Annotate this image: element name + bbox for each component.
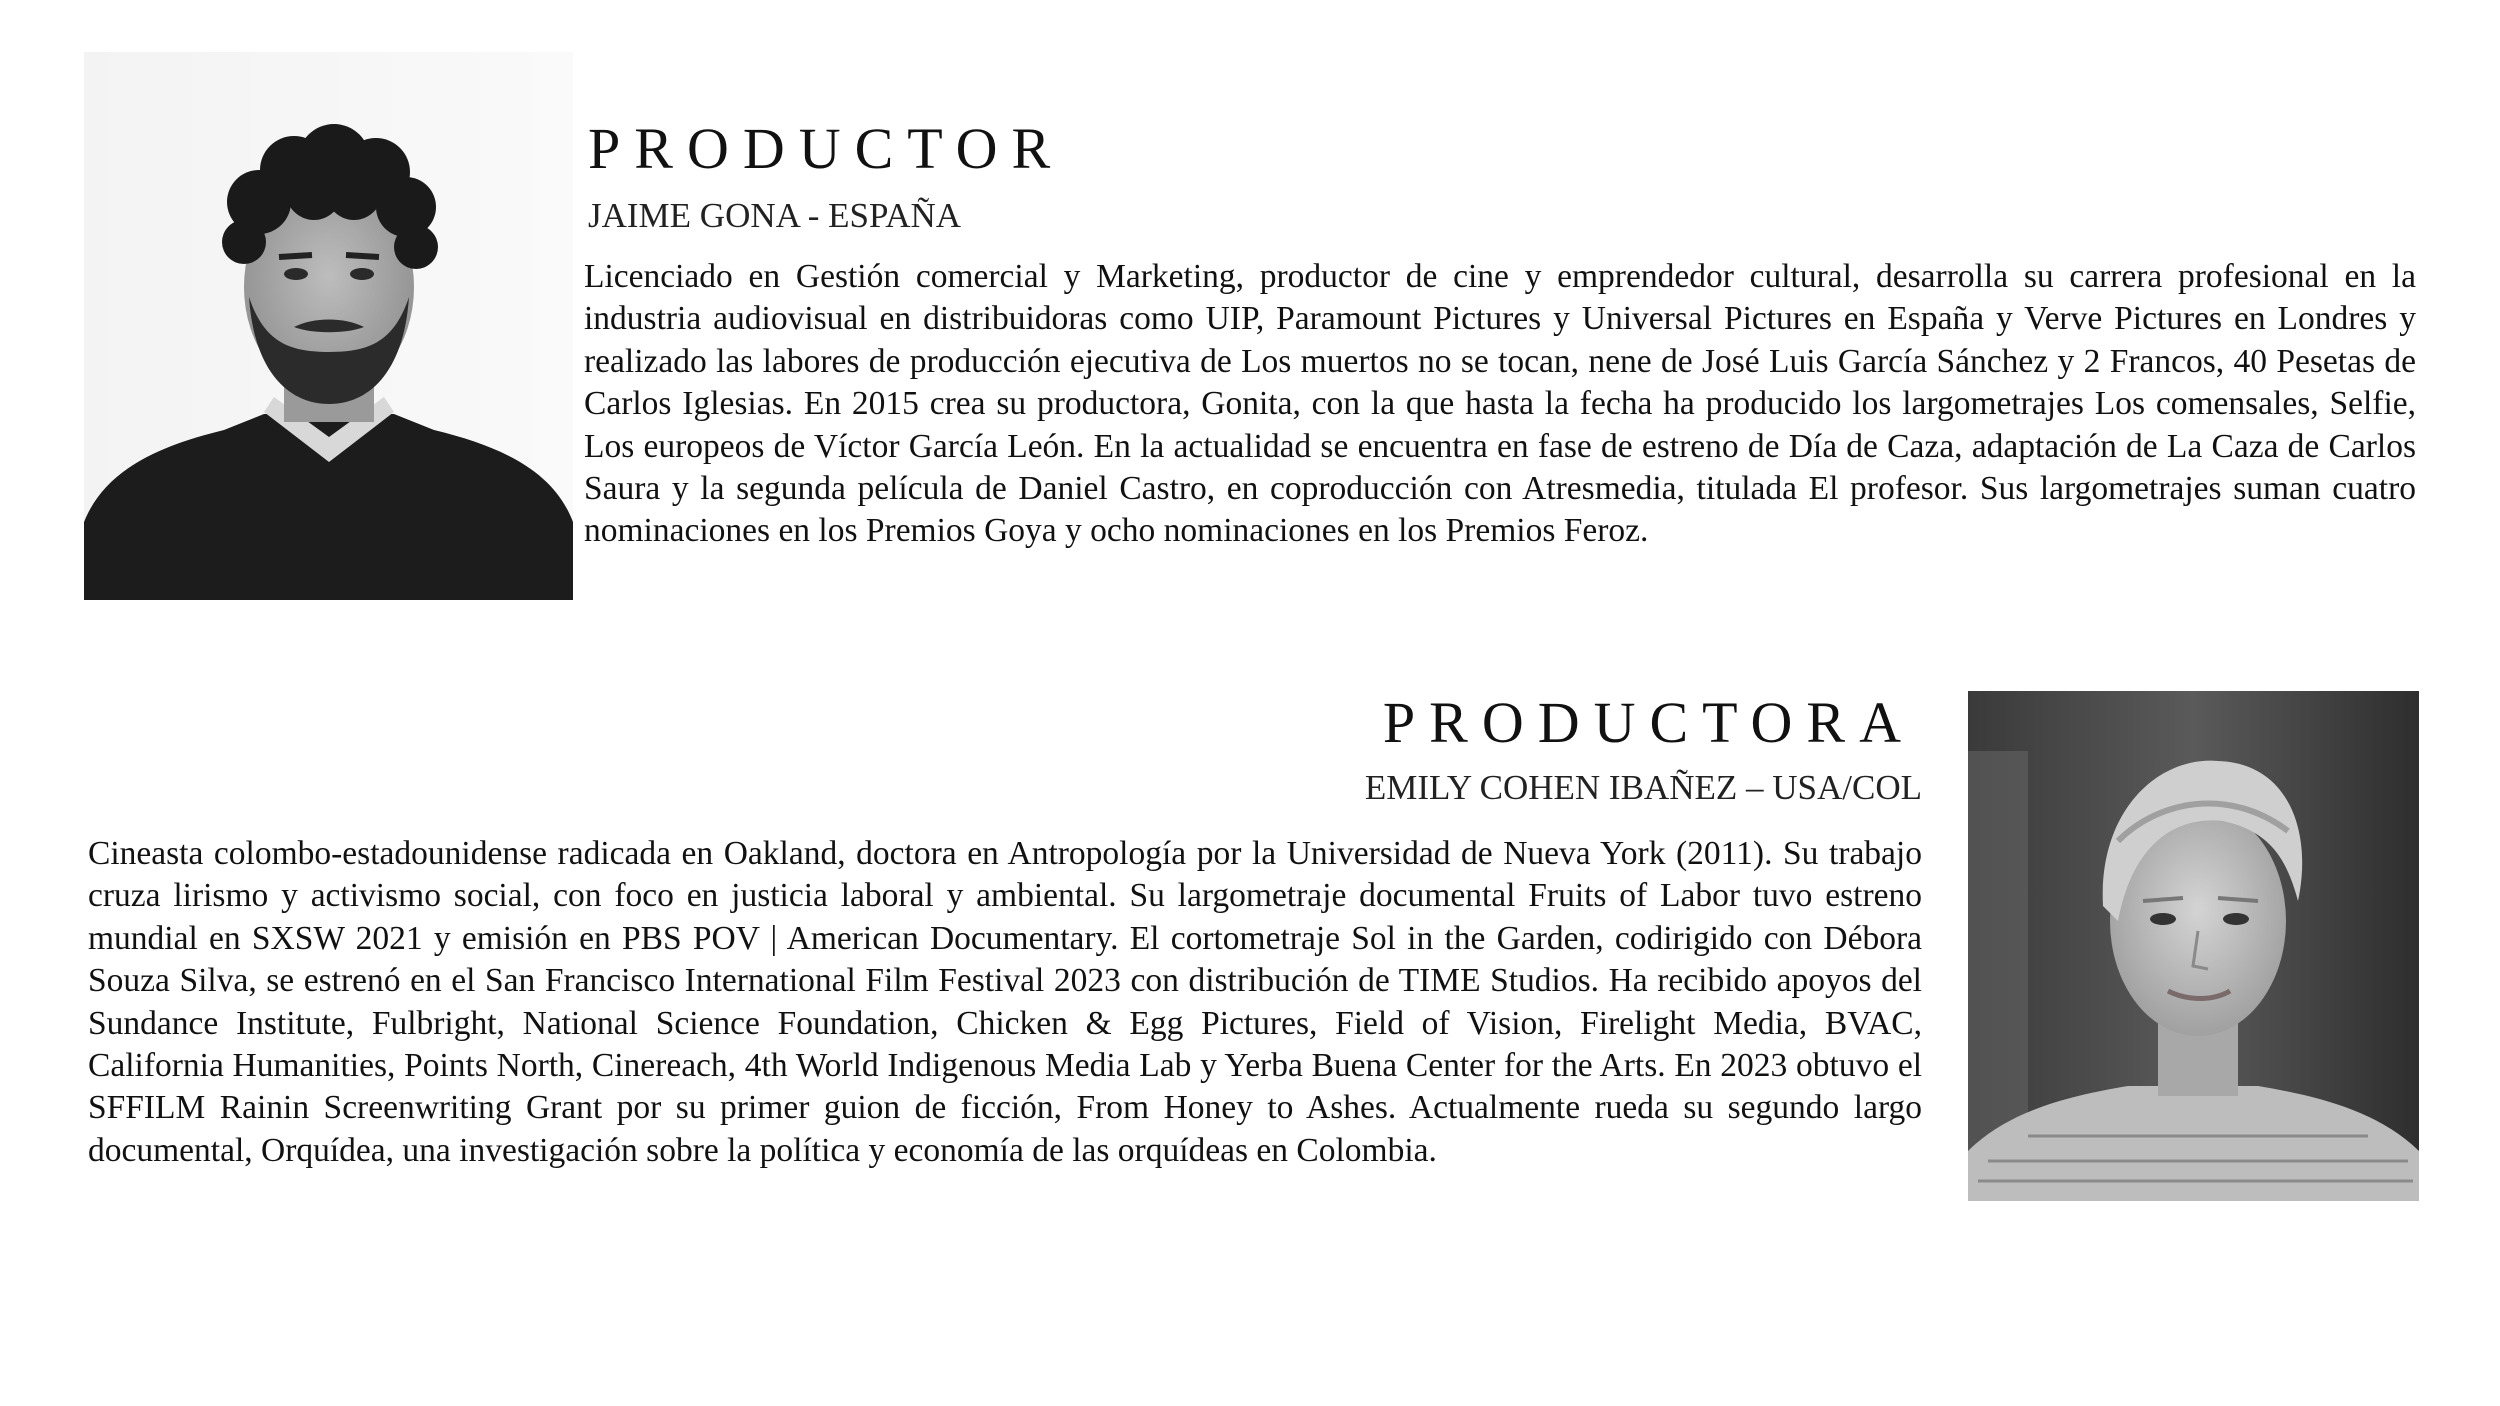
producer-name: JAIME GONA - ESPAÑA [588, 196, 962, 235]
producer-female-portrait-image [1968, 691, 2419, 1201]
producer-photo [84, 52, 573, 600]
producer-female-bio: Cineasta colombo-estadounidense radicada en Oakland, doctora en Antropología por la Universidad de Nueva York (2011). Su trabajo cruza lirismo y activismo social, con foco en justicia laboral y ambiental. Su largometraje documental Fruits of Labor tuvo estreno mundial en SXSW 2021 y emisión en PBS POV | American Documentary. El cortometraje Sol in the Garden, codirigido con Débora Souza Silva, se estrenó en el San Francisco International Film Festival 2023 con distribución de TIME Studios. Ha recibido apoyos del Sundance Institute, Fulbright, National Science Foundation, Chicken & Egg Pictures, Field of Vision, Firelight Media, BVAC, California Humanities, Points North, Cinereach, 4th World Indigenous Media Lab y Yerba Buena Center for the Arts. En 2023 obtuvo el SFFILM Rainin Screenwriting Grant por su primer guion de ficción, From Honey to Ashes. Actualmente rueda su segundo largo documental, Orquídea, una investigación sobre la política y economía de las orquídeas en Colombia. [88, 835, 1922, 1169]
producer-female-role-title: PRODUCTORA [1382, 690, 1915, 755]
producer-portrait-image [84, 52, 573, 600]
producer-female-photo [1968, 691, 2419, 1201]
producer-bio: Licenciado en Gestión comercial y Marketing, productor de cine y emprendedor cultural, desarrolla su carrera profesional en la industria audiovisual en distribuidoras como UIP, Paramount Pictures y Universal Pictures en España y Verve Pictures en Londres y realizado las labores de producción ejecutiva de Los muertos no se tocan, nene de José Luis García Sánchez y 2 Francos, 40 Pesetas de Carlos Iglesias. En 2015 crea su productora, Gonita, con la que hasta la fecha ha producido los largometrajes Los comensales, Selfie, Los europeos de Víctor García León. En la actualidad se encuentra en fase de estreno de Día de Caza, adaptación de La Caza de Carlos Saura y la segunda película de Daniel Castro, en coproducción con Atresmedia, titulada El profesor. Sus largometrajes suman cuatro nominaciones en los Premios Goya y ocho nominaciones en los Premios Feroz. [584, 258, 2416, 550]
producer-female-name: EMILY COHEN IBAÑEZ – USA/COL [1364, 768, 1922, 807]
producer-role-title: PRODUCTOR [588, 116, 1065, 181]
